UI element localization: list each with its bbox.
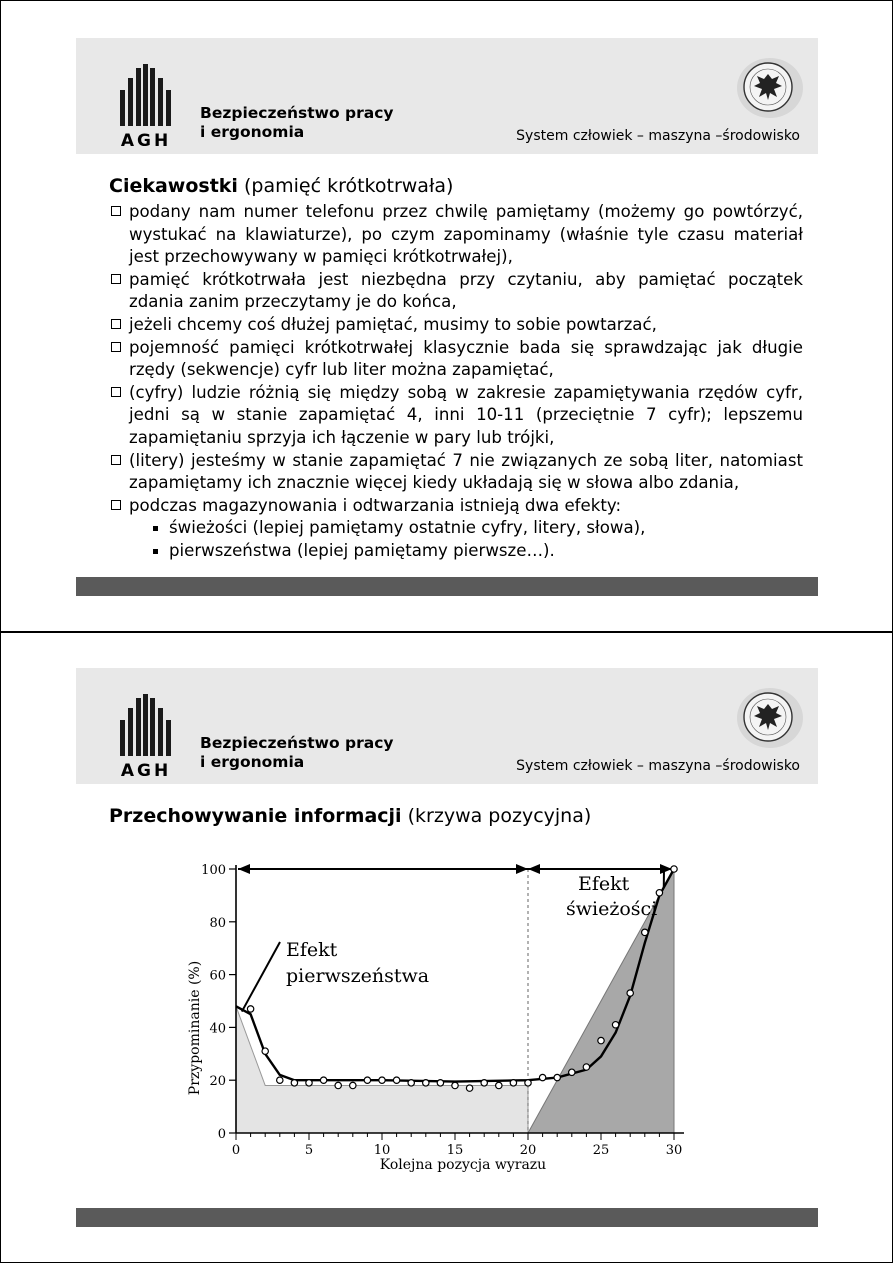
agh-logo: [116, 64, 176, 150]
data-point: [277, 1077, 283, 1083]
slide-1-header: [76, 38, 818, 154]
primacy-region: [236, 1006, 528, 1133]
y-tick-label: 0: [217, 1127, 226, 1142]
bullet-item: (cyfry) ludzie różnią się między sobą w zakresie zapamiętywania rzędów cyfr, jedni są w stanie zapamiętać 4, inni 10-11 (przeciętnie 7 cyfr); lepszemu zapamiętaniu sprzyja ich łączenie w pary lub trójki,: [109, 382, 803, 450]
data-point: [306, 1080, 312, 1086]
sub-bullet-item: pierwszeństwa (lepiej pamiętamy pierwsze…).: [151, 540, 803, 563]
data-point: [598, 1037, 604, 1043]
slide-1-title: [109, 175, 453, 197]
bullet-item: [109, 495, 803, 563]
span-arrow-mid-head: [516, 864, 528, 874]
x-tick-label: 25: [592, 1143, 610, 1158]
bullet-item: pojemność pamięci krótkotrwałej klasycznie bada się sprawdzając jak długie rzędy (sekwencje) cyfr lub liter można zapamiętać,: [109, 337, 803, 382]
course-title: [200, 104, 394, 142]
slide-1-footer-bar: [76, 577, 818, 596]
sub-bullet-list: [129, 517, 803, 562]
agh-logo-text: AGH: [120, 761, 172, 780]
data-point: [510, 1080, 516, 1086]
slide-2-title-bold: Przechowywanie informacji: [109, 805, 402, 827]
slide-1-title-bold: Ciekawostki: [109, 175, 238, 197]
chart-x-axis-label: Kolejna pozycja wyrazu: [379, 1157, 547, 1173]
data-point: [423, 1080, 429, 1086]
data-point: [320, 1077, 326, 1083]
x-tick-label: 30: [665, 1143, 683, 1158]
data-point: [247, 1006, 253, 1012]
y-tick-label: 20: [209, 1074, 226, 1090]
agh-logo: [116, 694, 176, 780]
data-point: [525, 1080, 531, 1086]
y-tick-label: 40: [209, 1021, 226, 1037]
slide-2-title: [109, 805, 591, 827]
course-title-line2: i ergonomia: [200, 123, 305, 141]
data-point: [379, 1077, 385, 1083]
x-tick-label: 15: [446, 1143, 464, 1158]
data-point: [496, 1082, 502, 1088]
header-subtitle: System człowiek – maszyna –środowisko: [516, 128, 800, 144]
annotation-primacy-pointer: [242, 942, 280, 1012]
data-point: [452, 1082, 458, 1088]
bullet-item-text: podczas magazynowania i odtwarzania istnieją dwa efekty:: [129, 495, 622, 515]
y-tick-label: 60: [209, 968, 226, 984]
slide-2-header: [76, 668, 818, 784]
annotation-recency-line1: Efekt: [578, 873, 630, 895]
data-point: [656, 890, 662, 896]
data-point: [364, 1077, 370, 1083]
university-seal-icon: [734, 54, 804, 120]
y-tick-label: 80: [209, 915, 226, 931]
slide-1-bullet-list: [109, 201, 803, 563]
course-title: [200, 734, 394, 772]
data-point: [408, 1080, 414, 1086]
data-point: [350, 1082, 356, 1088]
bullet-item: pamięć krótkotrwała jest niezbędna przy czytaniu, aby pamiętać początek zdania zanim przeczytamy je do końca,: [109, 269, 803, 314]
course-title-line1: Bezpieczeństwo pracy: [200, 104, 394, 122]
course-title-line2: i ergonomia: [200, 753, 305, 771]
slide-1-title-rest: (pamięć krótkotrwała): [244, 175, 454, 197]
header-subtitle: System człowiek – maszyna –środowisko: [516, 758, 800, 774]
span-arrow-mid-head: [528, 864, 540, 874]
serial-position-chart: [180, 852, 700, 1190]
annotation-primacy-line2: pierwszeństwa: [286, 965, 430, 987]
y-tick-label: 100: [201, 863, 226, 878]
data-point: [627, 990, 633, 996]
data-point: [481, 1080, 487, 1086]
bullet-item: (litery) jesteśmy w stanie zapamiętać 7 nie związanych ze sobą liter, natomiast zapamiętamy ich znacznie więcej kiedy układają się w słowa albo zdania,: [109, 450, 803, 495]
data-point: [583, 1064, 589, 1070]
data-point: [554, 1074, 560, 1080]
course-title-line1: Bezpieczeństwo pracy: [200, 734, 394, 752]
slide-2-title-rest: (krzywa pozycyjna): [407, 805, 592, 827]
data-point: [539, 1074, 545, 1080]
data-point: [642, 929, 648, 935]
x-tick-label: 5: [304, 1143, 314, 1158]
x-tick-label: 0: [231, 1143, 241, 1158]
x-tick-label: 10: [373, 1143, 391, 1158]
university-seal-icon: [734, 684, 804, 750]
span-arrow-left-head: [238, 864, 250, 874]
data-point: [262, 1048, 268, 1054]
data-point: [437, 1080, 443, 1086]
chart-y-axis-label: Przypominanie (%): [187, 960, 203, 1096]
sub-bullet-item: świeżości (lepiej pamiętamy ostatnie cyfry, litery, słowa),: [151, 517, 803, 540]
data-point: [335, 1082, 341, 1088]
data-point: [291, 1080, 297, 1086]
slide-2-footer-bar: [76, 1208, 818, 1227]
annotation-recency-line2: świeżości: [566, 898, 658, 920]
bullet-item: podany nam numer telefonu przez chwilę pamiętamy (możemy go powtórzyć, wystukać na klawiaturze), po czym zapominamy (właśnie tyle czasu materiał jest przechowywany w pamięci krótkotrwałej),: [109, 201, 803, 269]
bullet-item: jeżeli chcemy coś dłużej pamiętać, musimy to sobie powtarzać,: [109, 314, 803, 337]
annotation-primacy-line1: Efekt: [286, 939, 338, 961]
data-point: [671, 866, 677, 872]
x-tick-label: 20: [519, 1143, 537, 1158]
agh-logo-text: AGH: [120, 131, 172, 150]
data-point: [393, 1077, 399, 1083]
data-point: [612, 1022, 618, 1028]
data-point: [466, 1085, 472, 1091]
data-point: [569, 1069, 575, 1075]
